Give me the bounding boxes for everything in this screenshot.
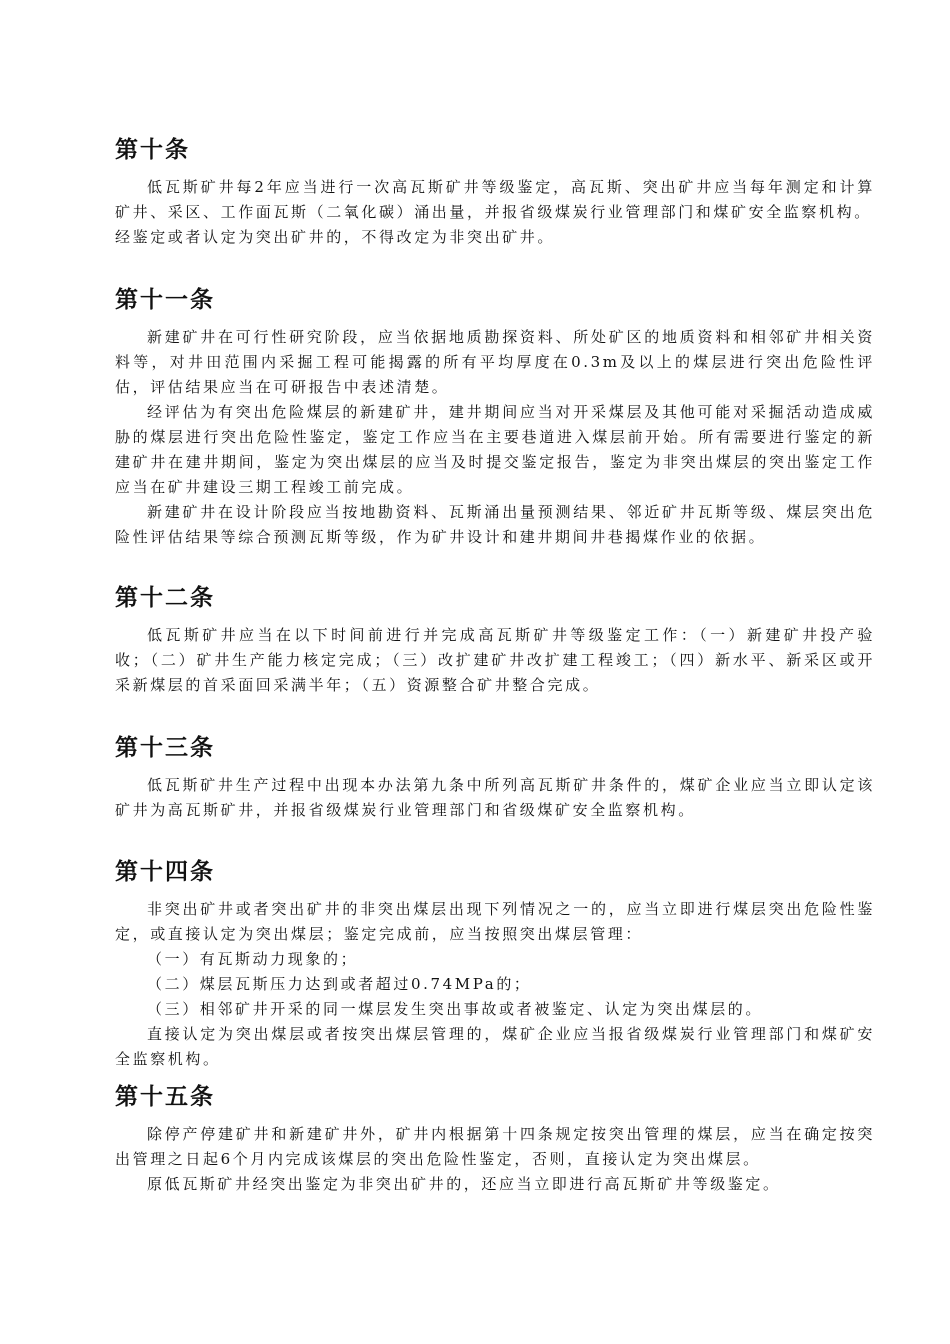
article-11 (115, 285, 875, 550)
article-heading: 第十三条 (115, 735, 215, 761)
article-paragraph: （二）煤层瓦斯压力达到或者超过0.74MPa的； (147, 975, 532, 993)
article-heading: 第十条 (115, 137, 190, 163)
article-paragraph: （一）有瓦斯动力现象的； (147, 950, 359, 968)
article-12 (115, 583, 875, 698)
article-paragraph: 经鉴定或者认定为突出矿井的，不得改定为非突出矿井。 (115, 228, 556, 246)
article-paragraph: 新建矿井在设计阶段应当按地勘资料、瓦斯涌出量预测结果、邻近矿井瓦斯等级、煤层突出危险性评估结果等综合预测瓦斯等级，作为矿井设计和建井期间井巷揭煤作业的依据。 (115, 503, 875, 546)
article-heading: 第十五条 (115, 1084, 215, 1110)
article-paragraph: （三）相邻矿井开采的同一煤层发生突出事故或者被鉴定、认定为突出煤层的。 (147, 1000, 764, 1018)
article-paragraph: 原低瓦斯矿井经突出鉴定为非突出矿井的，还应当立即进行高瓦斯矿井等级鉴定。 (147, 1175, 781, 1193)
article-15 (115, 1082, 875, 1197)
article-14 (115, 857, 875, 1072)
article-paragraph: 低瓦斯矿井生产过程中出现本办法第九条中所列高瓦斯矿井条件的，煤矿企业应当立即认定该矿井为高瓦斯矿井，并报省级煤炭行业管理部门和省级煤矿安全监察机构。 (115, 776, 875, 819)
article-paragraph: 新建矿井在可行性研究阶段，应当依据地质勘探资料、所处矿区的地质资料和相邻矿井相关资料等，对井田范围内采掘工程可能揭露的所有平均厚度在0.3m及以上的煤层进行突出危险性评估，评估结果应当在可研报告中表述清楚。 (115, 328, 875, 396)
article-heading: 第十一条 (115, 287, 215, 313)
article-paragraph: 低瓦斯矿井每2年应当进行一次高瓦斯矿井等级鉴定，高瓦斯、突出矿井应当每年测定和计算矿井、采区、工作面瓦斯（二氧化碳）涌出量，并报省级煤炭行业管理部门和煤矿安全监察机构。 (115, 178, 875, 221)
article-heading: 第十四条 (115, 859, 215, 885)
article-13 (115, 733, 875, 823)
article-paragraph: 经评估为有突出危险煤层的新建矿井，建井期间应当对开采煤层及其他可能对采掘活动造成威胁的煤层进行突出危险性鉴定，鉴定工作应当在主要巷道进入煤层前开始。所有需要进行鉴定的新建矿井在建井期间，鉴定为突出煤层的应当及时提交鉴定报告，鉴定为非突出煤层的突出鉴定工作应当在矿井建设三期工程竣工前完成。 (115, 403, 875, 496)
article-heading: 第十二条 (115, 585, 215, 611)
article-paragraph: 直接认定为突出煤层或者按突出煤层管理的，煤矿企业应当报省级煤炭行业管理部门和煤矿安全监察机构。 (115, 1025, 875, 1068)
article-paragraph: 非突出矿井或者突出矿井的非突出煤层出现下列情况之一的，应当立即进行煤层突出危险性鉴定，或直接认定为突出煤层；鉴定完成前，应当按照突出煤层管理： (115, 900, 875, 943)
article-paragraph: 除停产停建矿井和新建矿井外，矿井内根据第十四条规定按突出管理的煤层，应当在确定按突出管理之日起6个月内完成该煤层的突出危险性鉴定，否则，直接认定为突出煤层。 (115, 1125, 875, 1168)
article-10 (115, 135, 875, 250)
article-paragraph: 低瓦斯矿井应当在以下时间前进行并完成高瓦斯矿井等级鉴定工作：（一）新建矿井投产验收；（二）矿井生产能力核定完成；（三）改扩建矿井改扩建工程竣工；（四）新水平、新采区或开采新煤层的首采面回采满半年；（五）资源整合矿井整合完成。 (115, 626, 875, 694)
